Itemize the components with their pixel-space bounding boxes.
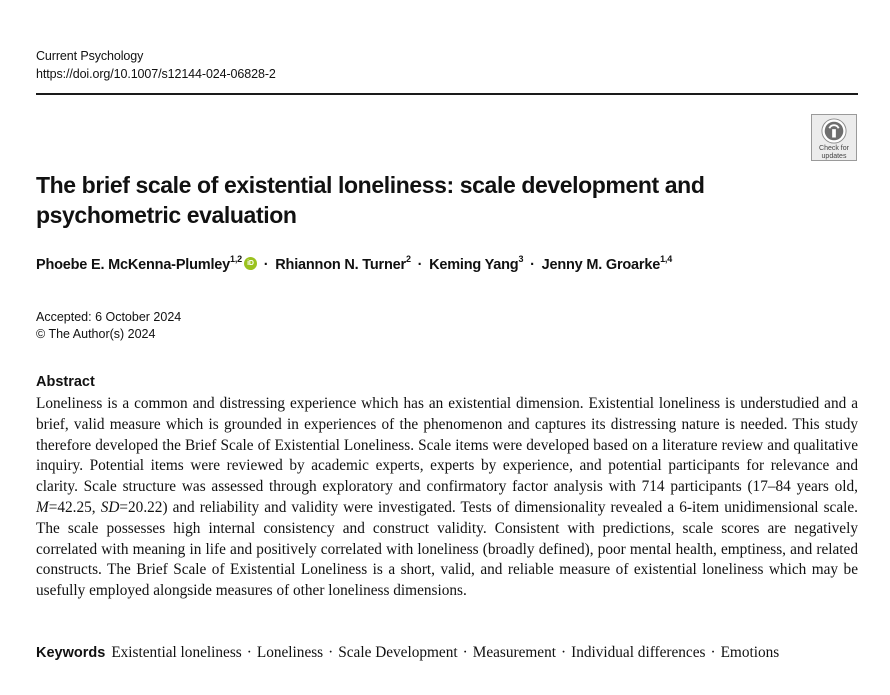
abstract-body	[36, 394, 858, 602]
journal-name: Current Psychology	[36, 49, 144, 63]
keywords-line	[36, 644, 779, 662]
article-title-line1: The brief scale of existential loneliness: scale development and	[36, 172, 705, 198]
sd-label: SD	[100, 498, 120, 516]
author-name[interactable]: Rhiannon N. Turner	[275, 257, 406, 273]
keyword: Existential loneliness	[111, 644, 242, 661]
orcid-label: iD	[247, 260, 254, 267]
article-title-line2: psychometric evaluation	[36, 202, 297, 228]
abstract-heading: Abstract	[36, 374, 95, 390]
author-name[interactable]: Jenny M. Groarke	[541, 257, 661, 273]
check-for-updates-line2: updates	[821, 153, 847, 160]
keyword-separator: ·	[560, 644, 567, 661]
keyword: Scale Development	[338, 644, 458, 661]
author-affiliation: 1,2	[230, 254, 242, 264]
author-affiliation: 2	[405, 254, 411, 264]
copyright-notice: © The Author(s) 2024	[36, 327, 156, 341]
mean-value: =42.25,	[48, 498, 101, 516]
keyword-separator: ·	[462, 644, 468, 661]
author-separator: ·	[417, 257, 423, 273]
keyword-separator: ·	[710, 644, 716, 661]
article-title	[36, 170, 756, 230]
accepted-date: Accepted: 6 October 2024	[36, 310, 182, 324]
keyword: Measurement	[472, 644, 556, 661]
check-for-updates-icon	[820, 118, 848, 144]
keywords-label: Keywords	[36, 645, 106, 661]
sd-value: =20.22	[119, 498, 163, 516]
keyword: Emotions	[720, 644, 780, 661]
abstract-text-part1: Loneliness is a common and distressing experience which has an existential dimension. Existential loneliness is understudied and a brief, valid measure which is grounded in experiences of the phenomenon and captures its distressing nature is needed. This study therefore developed the Brief Scale of Existential Loneliness. Scale items were developed based on a literature review and qualitative inquiry. Potential items were reviewed by academic experts, experts by experience, and potential participants for relevance and clarity. Scale structure was assessed through exploratory and confirmatory factor analysis with 714 participants (17–84 years old,	[36, 395, 858, 496]
author-separator: ·	[530, 257, 535, 273]
check-for-updates-line1: Check for	[819, 145, 849, 152]
abstract-text-part2: ) and reliability and validity were investigated. Tests of dimensionality revealed a 6-item unidimensional scale. The scale possesses high internal consistency and construct validity. Consistent with predictions, scale scores are negatively correlated with meaning in life and positively correlated with loneliness (broadly defined), poor mental health, emptiness, and related constructs. The Brief Scale of Existential Loneliness is a short, valid, and reliable measure of existential loneliness which may be usefully employed alongside measures of other loneliness dimensions.	[36, 498, 858, 600]
keyword-separator: ·	[246, 644, 252, 661]
header-divider	[36, 93, 858, 95]
author-separator: ·	[263, 257, 269, 273]
mean-label: M	[36, 498, 49, 516]
doi-link[interactable]: https://doi.org/10.1007/s12144-024-06828-2	[36, 67, 276, 81]
author-affiliation: 3	[518, 254, 524, 264]
author-affiliation: 1,4	[660, 254, 673, 264]
keyword-separator: ·	[328, 644, 334, 661]
keyword: Loneliness	[256, 644, 324, 661]
keyword: Individual differences	[571, 644, 706, 661]
check-for-updates-badge[interactable]	[811, 114, 857, 161]
author-name[interactable]: Keming Yang	[429, 257, 519, 273]
author-name[interactable]: Phoebe E. McKenna-Plumley	[36, 257, 231, 273]
author-list	[36, 254, 673, 273]
orcid-icon[interactable]	[244, 257, 257, 270]
